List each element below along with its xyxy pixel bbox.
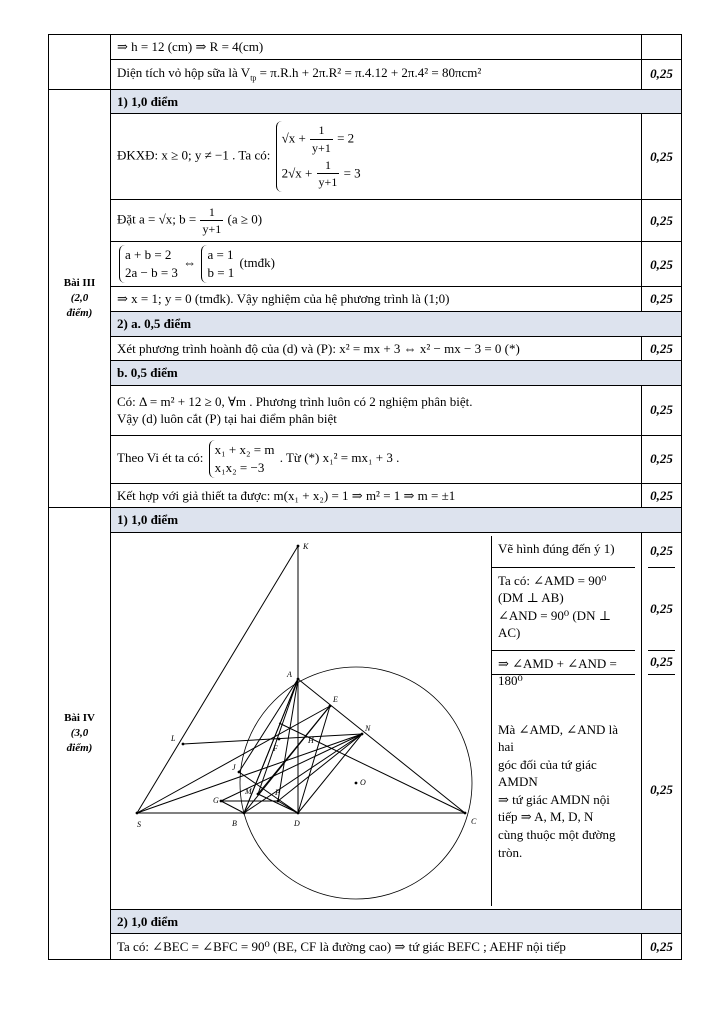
- answer-sheet-table: [48, 34, 682, 960]
- bai3-discriminant: Có: Δ = m² + 12 ≥ 0, ∀m . Phương trình luôn có 2 nghiệm phân biệt. Vậy (d) luôn cắt (P) tại hai điểm phân biệt: [111, 385, 642, 435]
- proof-step-2: Ta có: ∠AMD = 90⁰ (DM ⊥ AB) ∠AND = 90⁰ (DN ⊥ AC): [492, 568, 635, 651]
- row-radius: ⇒ h = 12 (cm) ⇒ R = 4(cm): [111, 35, 642, 60]
- segment-ac: [298, 679, 465, 813]
- segment-dn: [298, 734, 362, 813]
- bai3-intersection-eq: Xét phương trình hoành độ của (d) và (P): x² = mx + 3 ⇔ x² − mx − 3 = 0 (*): [111, 336, 642, 361]
- label-l: L: [171, 733, 176, 743]
- bai4-cyclic-score: 0,25: [642, 934, 682, 960]
- segment-gb: [221, 801, 244, 813]
- label-p: P: [275, 787, 280, 797]
- proof-steps: [492, 536, 635, 906]
- segment-me: [258, 706, 330, 794]
- bai4-label: Bài IV (3,0 điểm): [49, 508, 111, 960]
- label-f: F: [273, 743, 278, 753]
- prev-label-cell: [49, 35, 111, 90]
- label-n: N: [365, 723, 371, 733]
- bai3-section-1: 1) 1,0 điểm: [111, 89, 682, 114]
- label-o: O: [360, 777, 366, 787]
- segment-am: [258, 679, 298, 794]
- proof-step-1: Vẽ hình đúng đến ý 1): [492, 536, 635, 568]
- bai3-conclusion-score: 0,25: [642, 287, 682, 312]
- row-radius-score: [642, 35, 682, 60]
- label-j: J: [232, 762, 236, 772]
- row-surface-area: Diện tích vỏ hộp sữa là $V_{tp} = \pi.R.h + 2\pi.R^2 = \pi.4.12 + 2\pi.4^2 = 80\pi cm^2$: [111, 59, 642, 89]
- bai3-conclusion: ⇒ x = 1; y = 0 (tmđk). Vậy nghiệm của hệ phương trình là (1;0): [111, 287, 642, 312]
- label-a: A: [287, 669, 292, 679]
- label-k: K: [303, 541, 309, 551]
- bai3-dkxd-score: 0,25: [642, 114, 682, 200]
- bai3-section-2b: b. 0,5 điểm: [111, 361, 682, 386]
- bai4-score-2: 0,25: [648, 568, 675, 651]
- label-e: E: [333, 694, 338, 704]
- bai4-score-3: 0,25: [648, 651, 675, 675]
- segment-aj: [239, 679, 298, 772]
- bai4-figure-and-proof: [111, 532, 642, 909]
- label-b: B: [232, 818, 237, 828]
- bai3-final: Kết hợp với giả thiết ta được: m(x₁ + x₂) = 1 ⇒ m² = 1 ⇒ m = ±1: [111, 483, 642, 508]
- row-surface-area-score: 0,25: [642, 59, 682, 89]
- bai3-equation-system: √x + $\frac{1}{y+1}$ = 2 2√x + $\frac{1}{y+1}$ = 3: [276, 121, 361, 192]
- bai3-substitution: Đặt a = √x; b = $\frac{1}{y+1}$ (a ≥ 0): [111, 200, 642, 242]
- bai3-label: Bài III (2,0 điểm): [49, 89, 111, 508]
- bai4-score-1: 0,25: [648, 536, 675, 568]
- segment-ap: [278, 679, 298, 801]
- altitude-cf: [279, 723, 465, 813]
- bai3-substitution-score: 0,25: [642, 200, 682, 242]
- bai4-section-1: 1) 1,0 điểm: [111, 508, 682, 533]
- label-c: C: [471, 816, 477, 826]
- segment-de: [298, 706, 330, 813]
- bai3-section-2a: 2) a. 0,5 điểm: [111, 312, 682, 337]
- bai3-discriminant-score: 0,25: [642, 385, 682, 435]
- bai4-section-2: 2) 1,0 điểm: [111, 909, 682, 934]
- segment-sk: [137, 546, 298, 813]
- label-g: G: [213, 795, 219, 805]
- label-d: D: [294, 818, 300, 828]
- bai3-final-score: 0,25: [642, 483, 682, 508]
- bai3-dkxd: ĐKXĐ: x ≥ 0; y ≠ −1 . Ta có: √x + $\frac{1}{y+1}$ = 2 2√x + $\frac{1}{y+1}$ = 3: [111, 114, 642, 200]
- label-s: S: [137, 819, 141, 829]
- label-h: H: [308, 735, 314, 745]
- geometry-figure: [117, 536, 492, 906]
- proof-step-4: Mà ∠AMD, ∠AND là hai góc đối của tứ giác AMDN ⇒ tứ giác AMDN nội tiếp ⇒ A, M, D, N cùng thuộc một đường tròn.: [498, 721, 618, 860]
- segment-se: [137, 706, 330, 813]
- geometry-diagram: [117, 536, 491, 906]
- bai3-vieta: Theo Vi ét ta có: x₁ + x₂ = m x₁x₂ = −3 . Từ (*) x₁² = mx₁ + 3 .: [111, 435, 642, 483]
- bai4-score-4: 0,25: [650, 782, 673, 798]
- label-m: M: [245, 786, 252, 796]
- bai3-solve-system: a + b = 2 2a − b = 3 ⇔ a = 1 b = 1 (tmđk): [111, 242, 642, 287]
- bai4-cyclic-quads: Ta có: ∠BEC = ∠BFC = 90⁰ (BE, CF là đường cao) ⇒ tứ giác BEFC ; AEHF nội tiếp: [111, 934, 642, 960]
- bai4-scores: [642, 532, 682, 909]
- proof-step-3: ⇒ ∠AMD + ∠AND = 180⁰: [492, 651, 635, 675]
- bai3-solve-system-score: 0,25: [642, 242, 682, 287]
- segment-ba: [244, 679, 298, 813]
- bai3-intersection-score: 0,25: [642, 336, 682, 361]
- bai3-vieta-score: 0,25: [642, 435, 682, 483]
